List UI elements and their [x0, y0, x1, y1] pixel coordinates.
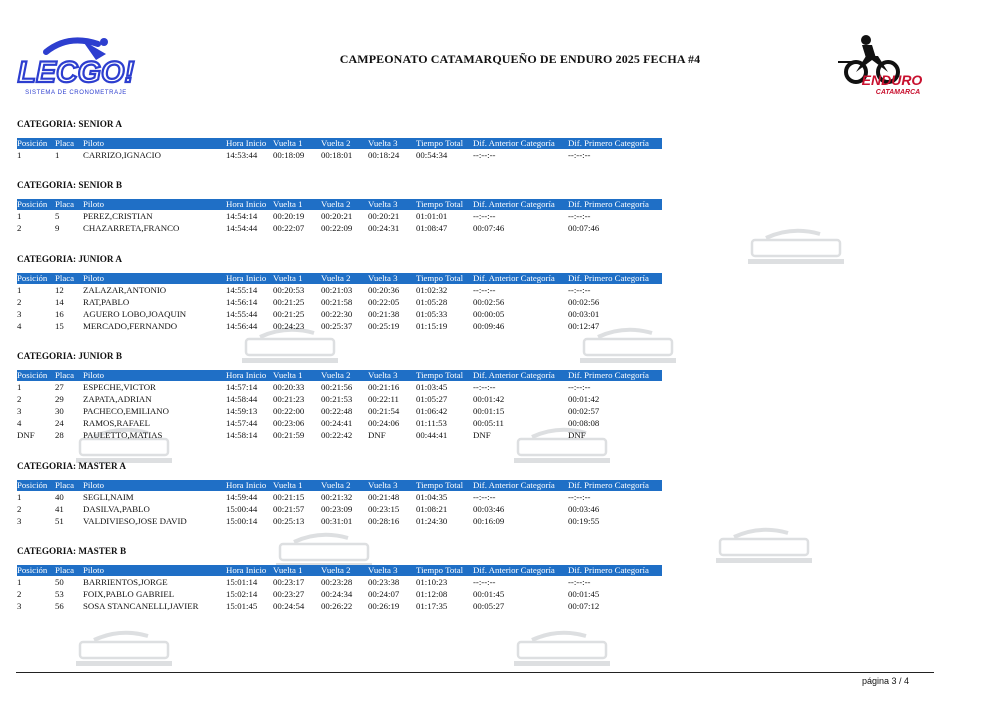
column-header: Vuelta 1 — [273, 480, 303, 490]
table-cell: 00:08:08 — [568, 418, 600, 428]
table-cell: 00:22:05 — [368, 297, 400, 307]
table-cell: 29 — [55, 394, 64, 404]
table-cell: 00:21:23 — [273, 394, 305, 404]
table-cell: --:--:-- — [473, 492, 496, 502]
column-header: Posición — [17, 273, 48, 283]
table-cell: 00:21:03 — [321, 285, 353, 295]
table-cell: 01:06:42 — [416, 406, 448, 416]
column-header: Dif. Primero Categoría — [568, 565, 649, 575]
column-header: Tiempo Total — [416, 370, 464, 380]
table-cell: 00:20:33 — [273, 382, 305, 392]
table-cell: 01:08:21 — [416, 504, 448, 514]
column-header: Piloto — [83, 138, 105, 148]
table-cell: 00:03:46 — [473, 504, 505, 514]
column-header: Vuelta 3 — [368, 370, 398, 380]
table-cell: 4 — [17, 418, 22, 428]
column-header: Dif. Primero Categoría — [568, 199, 649, 209]
table-cell: 00:01:45 — [568, 589, 600, 599]
table-cell: 00:28:16 — [368, 516, 400, 526]
table-row — [17, 296, 662, 308]
table-cell: --:--:-- — [568, 492, 591, 502]
table-cell: 00:02:57 — [568, 406, 600, 416]
table-cell: 00:21:38 — [368, 309, 400, 319]
column-header: Hora Inicio — [226, 273, 267, 283]
table-cell: 2 — [17, 394, 22, 404]
table-cell: 14:56:14 — [226, 297, 258, 307]
table-cell: SOSA STANCANELLI,JAVIER — [83, 601, 199, 611]
category-section — [17, 461, 662, 527]
table-cell: 1 — [17, 150, 22, 160]
watermark-logo — [740, 226, 852, 266]
table-cell: 1 — [17, 382, 22, 392]
table-cell: VALDIVIESO,JOSE DAVID — [83, 516, 187, 526]
table-cell: 00:18:01 — [321, 150, 353, 160]
column-header: Hora Inicio — [226, 480, 267, 490]
table-cell: 9 — [55, 223, 60, 233]
table-cell: --:--:-- — [568, 285, 591, 295]
table-cell: 00:22:48 — [321, 406, 353, 416]
table-cell: 00:22:42 — [321, 430, 353, 440]
table-cell: 1 — [17, 211, 22, 221]
table-cell: 00:25:13 — [273, 516, 305, 526]
table-cell: 00:03:46 — [568, 504, 600, 514]
table-cell: 14 — [55, 297, 64, 307]
table-cell: 00:20:36 — [368, 285, 400, 295]
table-cell: 14:54:14 — [226, 211, 258, 221]
table-cell: 00:21:56 — [321, 382, 353, 392]
column-header: Dif. Primero Categoría — [568, 138, 649, 148]
column-header: Hora Inicio — [226, 565, 267, 575]
column-header: Piloto — [83, 199, 105, 209]
column-header: Vuelta 1 — [273, 138, 303, 148]
column-header: Vuelta 3 — [368, 273, 398, 283]
results-table — [17, 480, 662, 527]
table-row — [17, 320, 662, 332]
table-cell: 00:24:31 — [368, 223, 400, 233]
table-cell: 00:19:55 — [568, 516, 600, 526]
column-header: Tiempo Total — [416, 480, 464, 490]
table-cell: 00:16:09 — [473, 516, 505, 526]
table-cell: 14:58:14 — [226, 430, 258, 440]
table-row — [17, 393, 662, 405]
table-cell: 15:01:45 — [226, 601, 258, 611]
table-cell: 00:24:41 — [321, 418, 353, 428]
table-cell: 14:54:44 — [226, 223, 258, 233]
table-header — [17, 370, 662, 381]
table-cell: 00:26:19 — [368, 601, 400, 611]
table-cell: 00:21:16 — [368, 382, 400, 392]
category-section — [17, 546, 662, 612]
table-header — [17, 273, 662, 284]
watermark-logo — [506, 628, 618, 668]
table-cell: 1 — [55, 150, 60, 160]
table-cell: MERCADO,FERNANDO — [83, 321, 178, 331]
table-cell: 00:26:22 — [321, 601, 353, 611]
category-section — [17, 119, 662, 161]
lecgo-logo — [16, 30, 136, 98]
table-cell: --:--:-- — [568, 577, 591, 587]
table-cell: 28 — [55, 430, 64, 440]
table-cell: 00:01:15 — [473, 406, 505, 416]
category-title: CATEGORIA: MASTER A — [17, 461, 127, 471]
column-header: Posición — [17, 138, 48, 148]
column-header: Vuelta 2 — [321, 370, 351, 380]
column-header: Piloto — [83, 273, 105, 283]
table-cell: PACHECO,EMILIANO — [83, 406, 169, 416]
table-cell: --:--:-- — [568, 150, 591, 160]
table-row — [17, 381, 662, 393]
column-header: Hora Inicio — [226, 199, 267, 209]
table-cell: 01:05:33 — [416, 309, 448, 319]
table-cell: 00:01:42 — [473, 394, 505, 404]
table-cell: 00:20:21 — [368, 211, 400, 221]
column-header: Tiempo Total — [416, 273, 464, 283]
table-cell: 00:22:07 — [273, 223, 305, 233]
table-row — [17, 149, 662, 161]
table-cell: 00:07:46 — [473, 223, 505, 233]
column-header: Placa — [55, 199, 75, 209]
column-header: Dif. Anterior Categoría — [473, 565, 555, 575]
table-cell: 41 — [55, 504, 64, 514]
table-cell: 00:18:09 — [273, 150, 305, 160]
table-cell: 2 — [17, 589, 22, 599]
column-header: Placa — [55, 138, 75, 148]
table-cell: 53 — [55, 589, 64, 599]
column-header: Piloto — [83, 480, 105, 490]
table-cell: 00:20:21 — [321, 211, 353, 221]
column-header: Vuelta 3 — [368, 565, 398, 575]
table-cell: 00:21:59 — [273, 430, 305, 440]
table-cell: 00:05:27 — [473, 601, 505, 611]
table-cell: 3 — [17, 406, 22, 416]
table-row — [17, 210, 662, 222]
table-cell: DNF — [568, 430, 586, 440]
table-row — [17, 576, 662, 588]
table-cell: 00:23:06 — [273, 418, 305, 428]
table-cell: 00:00:05 — [473, 309, 505, 319]
table-cell: 16 — [55, 309, 64, 319]
column-header: Posición — [17, 565, 48, 575]
page-number: página 3 / 4 — [862, 676, 910, 686]
table-cell: 1 — [17, 492, 22, 502]
table-cell: 14:59:13 — [226, 406, 258, 416]
table-cell: 00:22:11 — [368, 394, 399, 404]
table-cell: PAULETTO,MATIAS — [83, 430, 163, 440]
column-header: Dif. Anterior Categoría — [473, 273, 555, 283]
column-header: Vuelta 3 — [368, 480, 398, 490]
table-cell: --:--:-- — [568, 382, 591, 392]
table-cell: 00:21:25 — [273, 297, 305, 307]
table-cell: 3 — [17, 601, 22, 611]
table-cell: 15 — [55, 321, 64, 331]
table-row — [17, 503, 662, 515]
table-row — [17, 600, 662, 612]
table-cell: 00:31:01 — [321, 516, 353, 526]
page-title: CAMPEONATO CATAMARQUEÑO DE ENDURO 2025 FECHA #4 — [339, 52, 701, 66]
column-header: Dif. Anterior Categoría — [473, 138, 555, 148]
table-cell: 00:12:47 — [568, 321, 600, 331]
table-cell: 00:23:09 — [321, 504, 353, 514]
table-row — [17, 429, 662, 441]
table-row — [17, 417, 662, 429]
table-cell: 00:21:48 — [368, 492, 400, 502]
table-header — [17, 480, 662, 491]
table-cell: 00:09:46 — [473, 321, 505, 331]
table-cell: CHAZARRETA,FRANCO — [83, 223, 180, 233]
table-cell: 00:21:32 — [321, 492, 353, 502]
table-cell: 00:25:19 — [368, 321, 400, 331]
column-header: Vuelta 1 — [273, 199, 303, 209]
results-table — [17, 138, 662, 161]
column-header: Dif. Primero Categoría — [568, 370, 649, 380]
table-cell: 00:02:56 — [568, 297, 600, 307]
column-header: Placa — [55, 273, 75, 283]
table-cell: 15:01:14 — [226, 577, 258, 587]
column-header: Tiempo Total — [416, 565, 464, 575]
table-cell: ZAPATA,ADRIAN — [83, 394, 152, 404]
table-cell: 12 — [55, 285, 64, 295]
table-cell: 1 — [17, 285, 22, 295]
column-header: Dif. Anterior Categoría — [473, 480, 555, 490]
table-cell: 15:00:14 — [226, 516, 258, 526]
table-cell: 50 — [55, 577, 64, 587]
table-cell: 00:21:57 — [273, 504, 305, 514]
table-cell: 00:20:53 — [273, 285, 305, 295]
table-cell: 00:21:58 — [321, 297, 353, 307]
table-cell: 14:58:44 — [226, 394, 258, 404]
table-cell: 01:03:45 — [416, 382, 448, 392]
table-cell: 00:21:54 — [368, 406, 400, 416]
logo-brand-text: LECGO! — [17, 56, 135, 89]
table-cell: 00:24:23 — [273, 321, 305, 331]
column-header: Vuelta 3 — [368, 138, 398, 148]
table-cell: 4 — [17, 321, 22, 331]
table-cell: 01:05:28 — [416, 297, 448, 307]
table-cell: AGUERO LOBO,JOAQUIN — [83, 309, 187, 319]
table-cell: DNF — [17, 430, 35, 440]
table-cell: ZALAZAR,ANTONIO — [83, 285, 167, 295]
table-cell: 00:22:30 — [321, 309, 353, 319]
table-cell: 00:54:34 — [416, 150, 448, 160]
table-cell: 01:15:19 — [416, 321, 448, 331]
table-cell: 27 — [55, 382, 64, 392]
column-header: Dif. Anterior Categoría — [473, 199, 555, 209]
table-cell: 14:57:44 — [226, 418, 258, 428]
table-cell: 56 — [55, 601, 64, 611]
table-cell: 00:21:53 — [321, 394, 353, 404]
table-cell: 2 — [17, 223, 22, 233]
table-cell: --:--:-- — [568, 211, 591, 221]
table-cell: 00:44:41 — [416, 430, 448, 440]
column-header: Dif. Primero Categoría — [568, 480, 649, 490]
table-cell: 00:05:11 — [473, 418, 504, 428]
table-cell: 00:01:42 — [568, 394, 600, 404]
table-cell: 15:02:14 — [226, 589, 258, 599]
results-table — [17, 273, 662, 332]
table-cell: 14:59:44 — [226, 492, 258, 502]
watermark-logo — [68, 628, 180, 668]
table-cell: FOIX,PABLO GABRIEL — [83, 589, 175, 599]
table-cell: 01:12:08 — [416, 589, 448, 599]
category-section — [17, 351, 662, 441]
table-row — [17, 284, 662, 296]
category-title: CATEGORIA: JUNIOR A — [17, 254, 122, 264]
logo-enduro-text: ENDURO — [861, 72, 923, 88]
column-header: Vuelta 3 — [368, 199, 398, 209]
table-cell: 01:05:27 — [416, 394, 448, 404]
table-row — [17, 308, 662, 320]
column-header: Vuelta 2 — [321, 565, 351, 575]
table-row — [17, 405, 662, 417]
logo-catamarca-text: CATAMARCA — [875, 89, 921, 96]
results-table — [17, 370, 662, 441]
table-cell: --:--:-- — [473, 211, 496, 221]
column-header: Tiempo Total — [416, 138, 464, 148]
column-header: Piloto — [83, 370, 105, 380]
table-cell: 00:02:56 — [473, 297, 505, 307]
column-header: Placa — [55, 370, 75, 380]
column-header: Vuelta 2 — [321, 199, 351, 209]
column-header: Piloto — [83, 565, 105, 575]
table-cell: --:--:-- — [473, 577, 496, 587]
column-header: Placa — [55, 565, 75, 575]
table-cell: 2 — [17, 297, 22, 307]
table-cell: 24 — [55, 418, 64, 428]
table-cell: 00:22:00 — [273, 406, 305, 416]
table-cell: DNF — [368, 430, 386, 440]
table-cell: 15:00:44 — [226, 504, 258, 514]
table-cell: 00:03:01 — [568, 309, 600, 319]
table-cell: 1 — [17, 577, 22, 587]
table-cell: 00:07:12 — [568, 601, 600, 611]
enduro-catamarca-logo — [830, 32, 934, 98]
table-cell: 30 — [55, 406, 64, 416]
table-cell: 00:23:28 — [321, 577, 353, 587]
table-cell: 14:55:44 — [226, 309, 258, 319]
table-cell: 00:18:24 — [368, 150, 400, 160]
column-header: Vuelta 1 — [273, 370, 303, 380]
table-row — [17, 222, 662, 234]
table-cell: DNF — [473, 430, 491, 440]
table-row — [17, 491, 662, 503]
table-cell: 00:22:09 — [321, 223, 353, 233]
category-title: CATEGORIA: JUNIOR B — [17, 351, 122, 361]
table-cell: RAMOS,RAFAEL — [83, 418, 151, 428]
category-title: CATEGORIA: SENIOR B — [17, 180, 122, 190]
category-section — [17, 254, 662, 332]
column-header: Vuelta 1 — [273, 565, 303, 575]
table-row — [17, 588, 662, 600]
table-cell: 2 — [17, 504, 22, 514]
table-cell: 3 — [17, 309, 22, 319]
category-title: CATEGORIA: MASTER B — [17, 546, 127, 556]
column-header: Hora Inicio — [226, 370, 267, 380]
table-cell: 40 — [55, 492, 64, 502]
watermark-logo — [708, 525, 820, 565]
table-cell: SEGLI,NAIM — [83, 492, 134, 502]
table-cell: PEREZ,CRISTIAN — [83, 211, 153, 221]
table-cell: DASILVA,PABLO — [83, 504, 150, 514]
column-header: Tiempo Total — [416, 199, 464, 209]
table-cell: 14:55:14 — [226, 285, 258, 295]
table-cell: 01:08:47 — [416, 223, 448, 233]
table-cell: 00:24:54 — [273, 601, 305, 611]
table-header — [17, 199, 662, 210]
results-table — [17, 565, 662, 612]
column-header: Posición — [17, 370, 48, 380]
table-cell: 00:21:15 — [273, 492, 305, 502]
column-header: Posición — [17, 199, 48, 209]
column-header: Posición — [17, 480, 48, 490]
column-header: Vuelta 2 — [321, 138, 351, 148]
column-header: Vuelta 2 — [321, 273, 351, 283]
table-cell: 00:23:27 — [273, 589, 305, 599]
table-cell: 00:24:07 — [368, 589, 400, 599]
table-cell: 01:11:53 — [416, 418, 447, 428]
column-header: Placa — [55, 480, 75, 490]
table-cell: --:--:-- — [473, 285, 496, 295]
table-cell: 00:07:46 — [568, 223, 600, 233]
table-cell: 01:01:01 — [416, 211, 448, 221]
table-header — [17, 138, 662, 149]
table-cell: 00:23:15 — [368, 504, 400, 514]
table-cell: 00:21:25 — [273, 309, 305, 319]
table-cell: --:--:-- — [473, 382, 496, 392]
table-row — [17, 515, 662, 527]
column-header: Dif. Anterior Categoría — [473, 370, 555, 380]
table-cell: 00:24:06 — [368, 418, 400, 428]
table-cell: 01:10:23 — [416, 577, 448, 587]
column-header: Hora Inicio — [226, 138, 267, 148]
table-cell: 14:56:44 — [226, 321, 258, 331]
table-cell: ESPECHE,VICTOR — [83, 382, 156, 392]
table-cell: 3 — [17, 516, 22, 526]
table-cell: --:--:-- — [473, 150, 496, 160]
table-cell: 51 — [55, 516, 64, 526]
category-title: CATEGORIA: SENIOR A — [17, 119, 122, 129]
table-cell: 5 — [55, 211, 60, 221]
table-cell: 01:24:30 — [416, 516, 448, 526]
table-cell: 00:23:17 — [273, 577, 305, 587]
table-header — [17, 565, 662, 576]
table-cell: 14:57:14 — [226, 382, 258, 392]
table-cell: 00:24:34 — [321, 589, 353, 599]
table-cell: 00:23:38 — [368, 577, 400, 587]
logo-tagline-text: SISTEMA DE CRONOMETRAJE — [25, 90, 127, 96]
results-table — [17, 199, 662, 234]
table-cell: 00:20:19 — [273, 211, 305, 221]
table-cell: CARRIZO,IGNACIO — [83, 150, 161, 160]
column-header: Dif. Primero Categoría — [568, 273, 649, 283]
column-header: Vuelta 1 — [273, 273, 303, 283]
table-cell: 01:02:32 — [416, 285, 448, 295]
table-cell: 14:53:44 — [226, 150, 258, 160]
column-header: Vuelta 2 — [321, 480, 351, 490]
footer-divider — [16, 672, 934, 673]
table-cell: 00:01:45 — [473, 589, 505, 599]
category-section — [17, 180, 662, 234]
table-cell: RAT,PABLO — [83, 297, 130, 307]
table-cell: 00:25:37 — [321, 321, 353, 331]
table-cell: 01:17:35 — [416, 601, 448, 611]
table-cell: BARRIENTOS,JORGE — [83, 577, 168, 587]
table-cell: 01:04:35 — [416, 492, 448, 502]
